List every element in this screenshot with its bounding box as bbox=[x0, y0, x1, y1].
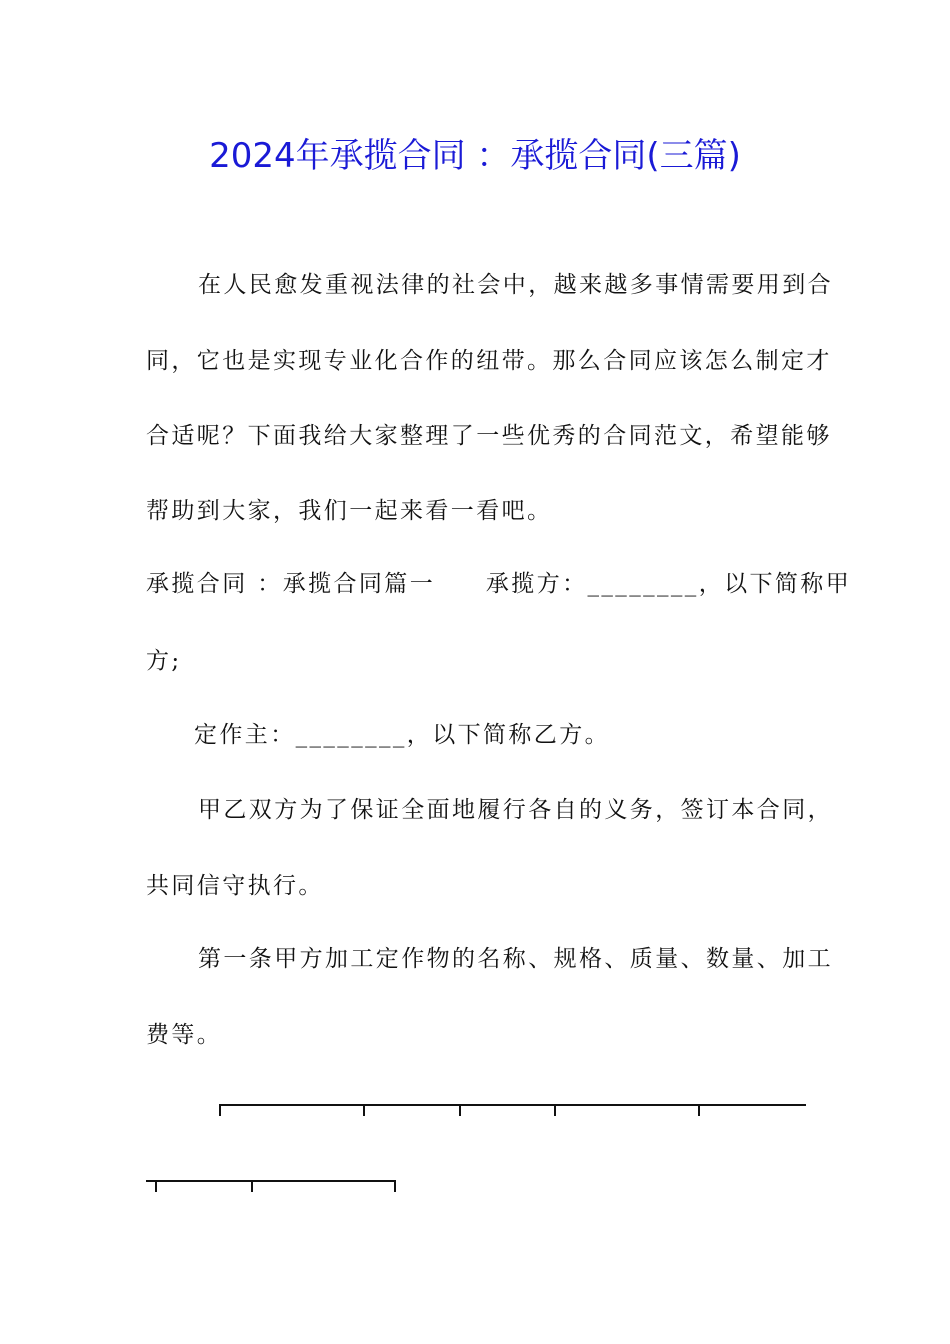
paragraph-line-11: 费等。 bbox=[146, 1022, 223, 1048]
contract-heading-line: 承揽合同 ：承揽合同篇一 承揽方：________，以下简称甲 bbox=[146, 571, 852, 597]
table-top-border bbox=[219, 1104, 806, 1106]
paragraph-line-6: 方; bbox=[146, 648, 182, 674]
table-column-tick bbox=[251, 1180, 253, 1192]
table-column-tick bbox=[394, 1180, 396, 1192]
paragraph-line-3: 合适呢？下面我给大家整理了一些优秀的合同范文，希望能够 bbox=[146, 423, 832, 449]
table-column-tick bbox=[554, 1104, 556, 1116]
table-column-tick bbox=[459, 1104, 461, 1116]
paragraph-line-7: 定作主：________，以下简称乙方。 bbox=[194, 722, 610, 748]
paragraph-line-10: 第一条甲方加工定作物的名称、规格、质量、数量、加工 bbox=[198, 946, 833, 972]
table-second-border bbox=[146, 1180, 396, 1182]
table-column-tick bbox=[363, 1104, 365, 1116]
paragraph-line-8: 甲乙双方为了保证全面地履行各自的义务，签订本合同， bbox=[198, 797, 833, 823]
paragraph-line-9: 共同信守执行。 bbox=[146, 873, 324, 899]
table-column-tick bbox=[698, 1104, 700, 1116]
paragraph-line-1: 在人民愈发重视法律的社会中，越来越多事情需要用到合 bbox=[198, 272, 833, 298]
paragraph-line-4: 帮助到大家，我们一起来看一看吧。 bbox=[146, 498, 553, 524]
table-column-tick bbox=[219, 1104, 221, 1116]
document-title: 2024年承揽合同 ：承揽合同(三篇) bbox=[209, 136, 741, 176]
table-column-tick bbox=[155, 1180, 157, 1192]
paragraph-line-2: 同，它也是实现专业化合作的纽带。那么合同应该怎么制定才 bbox=[146, 348, 832, 374]
